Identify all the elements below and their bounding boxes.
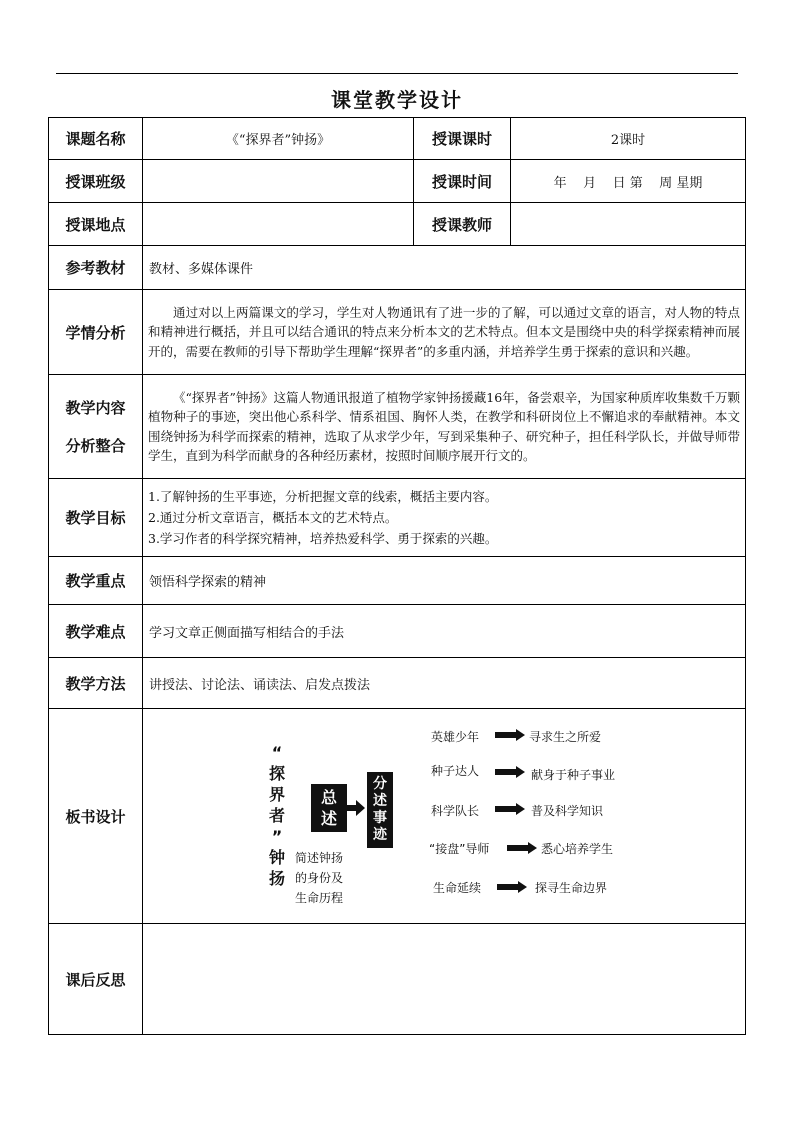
board-item-right: 探寻生命边界 bbox=[535, 880, 608, 895]
content-value: 《“探界者”钟扬》这篇人物通讯报道了植物学家钟扬援藏16年，备尝艰辛，为国家种质库收集数千万颗植物种子的事迹，突出他心系科学、情系祖国、胸怀人类，在教学和科研岗位上不懈追求的奉献精神。本文围绕钟扬为科学而探索的精神，选取了从求学少年，写到采集种子、研究种子，担任科学队长，并做导师带学生，直到为科学而献身的各种经历素材，按照时间顺序展开行文的。 bbox=[143, 375, 746, 479]
detail-box-char: 事 bbox=[373, 809, 387, 826]
summary-desc-line: 简述钟扬 bbox=[295, 850, 344, 865]
row-material bbox=[49, 246, 746, 290]
summary-box-char: 述 bbox=[320, 808, 337, 828]
hours-label: 授课课时 bbox=[414, 118, 511, 160]
reflection-label: 课后反思 bbox=[49, 924, 143, 1035]
board-item-right: 普及科学知识 bbox=[531, 803, 604, 818]
detail-box-char: 分 bbox=[373, 775, 387, 792]
board-item-arrow-icon bbox=[507, 842, 537, 854]
content-label-line-2: 分析整合 bbox=[65, 436, 126, 455]
key-value: 领悟科学探索的精神 bbox=[143, 557, 746, 605]
row-difficulty bbox=[49, 605, 746, 658]
board-title-char: 钟 bbox=[268, 847, 285, 867]
lesson-plan-table bbox=[48, 117, 746, 1035]
teacher-value bbox=[511, 203, 746, 246]
situation-value: 通过对以上两篇课文的学习，学生对人物通讯有了进一步的了解，可以通过文章的语言，对人物的特点和精神进行概括，并且可以结合通讯的特点来分析本文的艺术特点。但本文是围绕中央的科学探索精神而展开的，需要在教师的引导下帮助学生理解“探界者”的多重内涵，并培养学生勇于探索的意识和兴趣。 bbox=[143, 290, 746, 375]
teacher-label: 授课教师 bbox=[414, 203, 511, 246]
board-title-char: ” bbox=[271, 826, 283, 846]
row-reflection bbox=[49, 924, 746, 1035]
board-item-right: 献身于种子事业 bbox=[531, 767, 616, 782]
situation-label: 学情分析 bbox=[49, 290, 143, 375]
goal-item: 2.通过分析文章语言，概括本文的艺术特点。 bbox=[148, 510, 398, 525]
board-cell bbox=[143, 709, 746, 924]
summary-box bbox=[311, 784, 347, 832]
topic-value: 《“探界者”钟扬》 bbox=[143, 118, 414, 160]
row-situation bbox=[49, 290, 746, 375]
goals-label: 教学目标 bbox=[49, 479, 143, 557]
header-rule bbox=[56, 73, 738, 74]
difficulty-value: 学习文章正侧面描写相结合的手法 bbox=[143, 605, 746, 658]
summary-arrow-icon bbox=[347, 800, 365, 816]
board-title-char: 界 bbox=[268, 784, 285, 804]
row-key bbox=[49, 557, 746, 605]
board-item-right: 悉心培养学生 bbox=[541, 841, 614, 856]
board-item-left: 英雄少年 bbox=[431, 729, 480, 744]
document-title: 课堂教学设计 bbox=[331, 88, 463, 112]
board-item-left: 生命延续 bbox=[433, 880, 482, 895]
time-label: 授课时间 bbox=[414, 160, 511, 203]
class-value bbox=[143, 160, 414, 203]
goals-list bbox=[143, 479, 746, 557]
hours-value: 2课时 bbox=[511, 118, 746, 160]
board-vertical-title bbox=[267, 742, 287, 889]
goal-item: 1.了解钟扬的生平事迹，分析把握文章的线索，概括主要内容。 bbox=[148, 489, 498, 504]
place-value bbox=[143, 203, 414, 246]
row-topic bbox=[49, 118, 746, 160]
row-board bbox=[49, 709, 746, 924]
row-goals bbox=[49, 479, 746, 557]
summary-desc-line: 的身份及 bbox=[295, 870, 344, 885]
topic-label: 课题名称 bbox=[49, 118, 143, 160]
row-place bbox=[49, 203, 746, 246]
board-title-char: “ bbox=[271, 742, 283, 762]
summary-description bbox=[295, 848, 359, 908]
content-label-line-1: 教学内容 bbox=[65, 398, 126, 417]
board-item-arrow-icon bbox=[497, 881, 527, 893]
summary-desc-line: 生命历程 bbox=[295, 890, 344, 905]
key-label: 教学重点 bbox=[49, 557, 143, 605]
row-method bbox=[49, 658, 746, 709]
detail-box-char: 述 bbox=[373, 792, 387, 809]
board-label: 板书设计 bbox=[49, 709, 143, 924]
detail-box bbox=[367, 772, 393, 848]
method-label: 教学方法 bbox=[49, 658, 143, 709]
board-item-left: 科学队长 bbox=[431, 803, 480, 818]
board-item-left: “接盘”导师 bbox=[429, 841, 490, 856]
material-label: 参考教材 bbox=[49, 246, 143, 290]
difficulty-label: 教学难点 bbox=[49, 605, 143, 658]
class-label: 授课班级 bbox=[49, 160, 143, 203]
place-label: 授课地点 bbox=[49, 203, 143, 246]
material-value: 教材、多媒体课件 bbox=[143, 246, 746, 290]
summary-box-char: 总 bbox=[320, 787, 337, 807]
row-content bbox=[49, 375, 746, 479]
content-label bbox=[49, 375, 143, 479]
board-item-right: 寻求生之所爱 bbox=[529, 729, 602, 744]
board-item-arrow-icon bbox=[495, 766, 525, 778]
board-item-arrow-icon bbox=[495, 729, 525, 741]
time-value: 年 月 日 第 周 星期 bbox=[511, 160, 746, 203]
row-class bbox=[49, 160, 746, 203]
board-item-left: 种子达人 bbox=[431, 763, 480, 778]
detail-box-char: 迹 bbox=[373, 826, 387, 843]
method-value: 讲授法、讨论法、诵读法、启发点拨法 bbox=[143, 658, 746, 709]
board-title-char: 探 bbox=[268, 763, 285, 783]
board-title-char: 扬 bbox=[268, 868, 285, 888]
reflection-value bbox=[143, 924, 746, 1035]
board-title-char: 者 bbox=[268, 805, 285, 825]
goal-item: 3.学习作者的科学探究精神，培养热爱科学、勇于探索的兴趣。 bbox=[148, 531, 498, 546]
board-item-arrow-icon bbox=[495, 803, 525, 815]
board-design bbox=[143, 710, 745, 923]
